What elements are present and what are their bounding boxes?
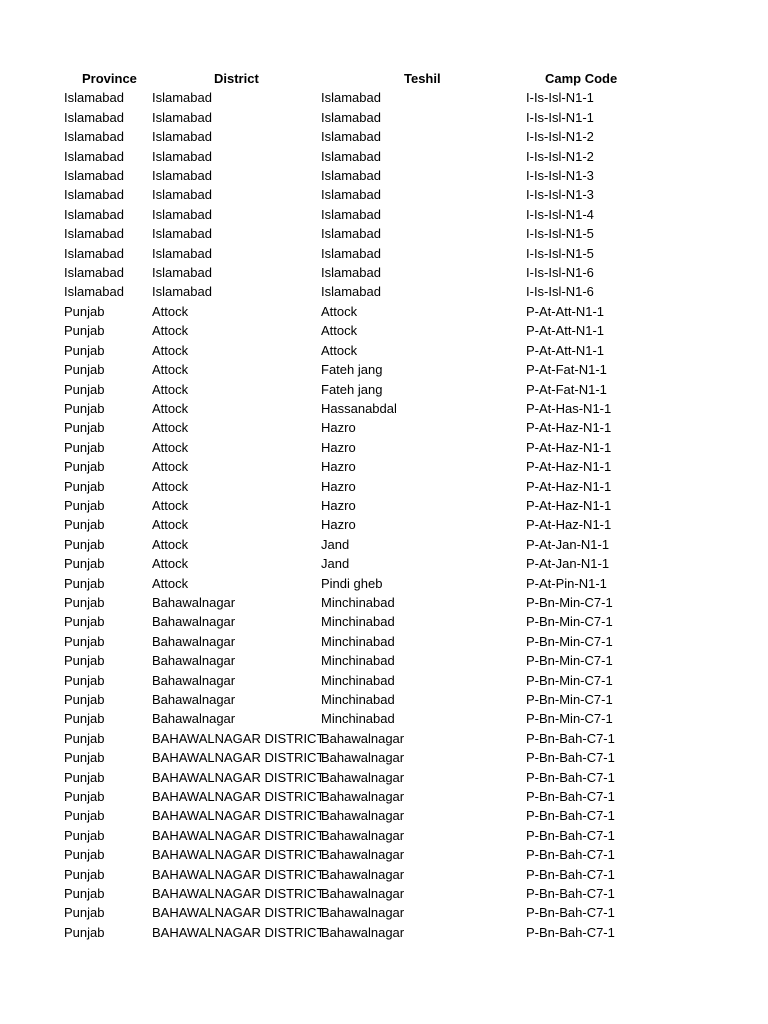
cell-teshil: Islamabad bbox=[321, 148, 381, 164]
cell-camp-code: I-Is-Isl-N1-2 bbox=[526, 129, 594, 145]
cell-camp-code: P-Bn-Min-C7-1 bbox=[526, 614, 613, 630]
table-row bbox=[0, 224, 768, 243]
header-teshil: Teshil bbox=[404, 71, 441, 86]
cell-district: BAHAWALNAGAR DISTRICT bbox=[152, 886, 325, 902]
cell-camp-code: P-At-Pin-N1-1 bbox=[526, 575, 607, 591]
cell-teshil: Minchinabad bbox=[321, 692, 395, 707]
cell-province: Punjab bbox=[64, 381, 105, 397]
table-row bbox=[0, 690, 768, 709]
cell-province: Punjab bbox=[64, 827, 105, 843]
cell-province: Punjab bbox=[64, 692, 105, 707]
cell-province: Punjab bbox=[64, 439, 105, 455]
cell-camp-code: P-At-Att-N1-1 bbox=[526, 303, 605, 319]
cell-district: BAHAWALNAGAR DISTRICT bbox=[152, 750, 325, 766]
cell-province: Punjab bbox=[64, 594, 105, 610]
cell-teshil: Bahawalnagar bbox=[321, 730, 405, 746]
cell-camp-code: P-At-Jan-N1-1 bbox=[526, 536, 610, 552]
cell-camp-code: I-Is-Isl-N1-5 bbox=[526, 226, 594, 242]
cell-district: Attock bbox=[152, 342, 189, 358]
table-row bbox=[0, 418, 768, 437]
table-row bbox=[0, 244, 768, 263]
header-district: District bbox=[214, 71, 259, 86]
cell-province: Islamabad bbox=[64, 168, 124, 184]
cell-teshil: Bahawalnagar bbox=[321, 886, 405, 902]
table-row bbox=[0, 282, 768, 301]
cell-district: Attock bbox=[152, 459, 189, 475]
table-row bbox=[0, 845, 768, 864]
cell-teshil: Bahawalnagar bbox=[321, 847, 405, 863]
cell-teshil: Hassanabdal bbox=[321, 400, 397, 416]
table-row bbox=[0, 768, 768, 787]
cell-district: Bahawalnagar bbox=[152, 711, 236, 727]
cell-province: Punjab bbox=[64, 614, 105, 630]
cell-province: Punjab bbox=[64, 362, 105, 378]
cell-district: Bahawalnagar bbox=[152, 692, 236, 707]
cell-camp-code: P-At-Haz-N1-1 bbox=[526, 517, 612, 533]
cell-district: Attock bbox=[152, 303, 189, 319]
cell-district: Attock bbox=[152, 323, 189, 339]
cell-teshil: Bahawalnagar bbox=[321, 750, 405, 766]
cell-teshil: Attock bbox=[321, 342, 358, 358]
cell-district: Bahawalnagar bbox=[152, 653, 236, 669]
cell-province: Punjab bbox=[64, 711, 105, 727]
cell-province: Punjab bbox=[64, 400, 105, 416]
cell-camp-code: P-Bn-Bah-C7-1 bbox=[526, 924, 615, 940]
cell-province: Punjab bbox=[64, 866, 105, 882]
table-row bbox=[0, 380, 768, 399]
cell-teshil: Hazro bbox=[321, 478, 356, 494]
cell-teshil: Bahawalnagar bbox=[321, 769, 405, 785]
cell-teshil: Hazro bbox=[321, 517, 356, 533]
cell-province: Punjab bbox=[64, 517, 105, 533]
cell-province: Punjab bbox=[64, 633, 105, 649]
cell-teshil: Islamabad bbox=[321, 265, 381, 281]
cell-teshil: Jand bbox=[321, 536, 350, 552]
cell-province: Punjab bbox=[64, 536, 105, 552]
cell-camp-code: P-Bn-Bah-C7-1 bbox=[526, 886, 615, 902]
cell-camp-code: P-Bn-Min-C7-1 bbox=[526, 594, 613, 610]
cell-province: Punjab bbox=[64, 808, 105, 824]
cell-district: Attock bbox=[152, 556, 189, 572]
cell-camp-code: P-Bn-Min-C7-1 bbox=[526, 672, 613, 688]
cell-province: Islamabad bbox=[64, 109, 124, 125]
cell-camp-code: P-Bn-Bah-C7-1 bbox=[526, 789, 615, 805]
table-row bbox=[0, 399, 768, 418]
cell-teshil: Islamabad bbox=[321, 206, 381, 222]
cell-province: Punjab bbox=[64, 556, 105, 572]
cell-camp-code: P-At-Haz-N1-1 bbox=[526, 478, 612, 494]
cell-teshil: Islamabad bbox=[321, 90, 381, 106]
cell-province: Punjab bbox=[64, 924, 105, 940]
cell-teshil: Hazro bbox=[321, 439, 356, 455]
cell-province: Islamabad bbox=[64, 265, 124, 281]
cell-camp-code: P-Bn-Bah-C7-1 bbox=[526, 866, 615, 882]
table-row bbox=[0, 263, 768, 282]
cell-province: Punjab bbox=[64, 672, 105, 688]
cell-camp-code: P-Bn-Bah-C7-1 bbox=[526, 750, 615, 766]
cell-camp-code: P-At-Fat-N1-1 bbox=[526, 381, 607, 397]
cell-camp-code: P-Bn-Min-C7-1 bbox=[526, 653, 613, 669]
cell-district: Islamabad bbox=[152, 90, 212, 106]
cell-district: Attock bbox=[152, 362, 189, 378]
table-row bbox=[0, 185, 768, 204]
data-table bbox=[0, 69, 768, 942]
cell-province: Punjab bbox=[64, 905, 105, 921]
cell-camp-code: P-At-Haz-N1-1 bbox=[526, 420, 612, 436]
cell-teshil: Minchinabad bbox=[321, 594, 395, 610]
cell-teshil: Hazro bbox=[321, 420, 356, 436]
cell-province: Punjab bbox=[64, 769, 105, 785]
cell-district: Islamabad bbox=[152, 187, 212, 203]
cell-teshil: Islamabad bbox=[321, 245, 381, 261]
cell-province: Punjab bbox=[64, 459, 105, 475]
cell-province: Punjab bbox=[64, 847, 105, 863]
cell-district: BAHAWALNAGAR DISTRICT bbox=[152, 924, 325, 940]
table-row bbox=[0, 496, 768, 515]
cell-teshil: Minchinabad bbox=[321, 633, 395, 649]
cell-teshil: Minchinabad bbox=[321, 711, 395, 727]
table-row bbox=[0, 806, 768, 825]
cell-camp-code: I-Is-Isl-N1-3 bbox=[526, 168, 594, 184]
cell-province: Punjab bbox=[64, 575, 105, 591]
cell-province: Islamabad bbox=[64, 90, 124, 106]
table-row bbox=[0, 574, 768, 593]
cell-district: Attock bbox=[152, 517, 189, 533]
table-row bbox=[0, 127, 768, 146]
cell-camp-code: I-Is-Isl-N1-3 bbox=[526, 187, 594, 203]
table-row bbox=[0, 554, 768, 573]
cell-camp-code: P-Bn-Min-C7-1 bbox=[526, 633, 613, 649]
cell-camp-code: P-At-Jan-N1-1 bbox=[526, 556, 610, 572]
table-row bbox=[0, 826, 768, 845]
cell-district: Islamabad bbox=[152, 148, 212, 164]
cell-province: Islamabad bbox=[64, 187, 124, 203]
cell-district: Islamabad bbox=[152, 226, 212, 242]
header-province: Province bbox=[82, 71, 137, 86]
cell-teshil: Minchinabad bbox=[321, 614, 395, 630]
cell-district: BAHAWALNAGAR DISTRICT bbox=[152, 730, 325, 746]
table-row bbox=[0, 593, 768, 612]
cell-province: Islamabad bbox=[64, 245, 124, 261]
cell-teshil: Bahawalnagar bbox=[321, 789, 405, 805]
cell-province: Punjab bbox=[64, 750, 105, 766]
cell-province: Punjab bbox=[64, 789, 105, 805]
table-row bbox=[0, 903, 768, 922]
table-row bbox=[0, 535, 768, 554]
cell-district: Islamabad bbox=[152, 109, 212, 125]
cell-camp-code: P-At-Haz-N1-1 bbox=[526, 497, 612, 513]
cell-teshil: Fateh jang bbox=[321, 362, 383, 378]
cell-camp-code: I-Is-Isl-N1-1 bbox=[526, 109, 594, 125]
cell-camp-code: P-Bn-Bah-C7-1 bbox=[526, 827, 615, 843]
cell-district: Islamabad bbox=[152, 284, 212, 300]
cell-district: Attock bbox=[152, 575, 189, 591]
cell-district: Islamabad bbox=[152, 245, 212, 261]
cell-teshil: Minchinabad bbox=[321, 653, 395, 669]
cell-district: Attock bbox=[152, 381, 189, 397]
table-row bbox=[0, 709, 768, 728]
cell-teshil: Bahawalnagar bbox=[321, 827, 405, 843]
cell-camp-code: P-At-Haz-N1-1 bbox=[526, 439, 612, 455]
table-row bbox=[0, 923, 768, 942]
cell-teshil: Islamabad bbox=[321, 284, 381, 300]
table-row bbox=[0, 748, 768, 767]
table-row bbox=[0, 671, 768, 690]
table-row bbox=[0, 302, 768, 321]
cell-district: Bahawalnagar bbox=[152, 633, 236, 649]
table-row bbox=[0, 884, 768, 903]
table-row bbox=[0, 360, 768, 379]
cell-district: Attock bbox=[152, 497, 189, 513]
table-row bbox=[0, 729, 768, 748]
cell-teshil: Islamabad bbox=[321, 187, 381, 203]
cell-province: Punjab bbox=[64, 478, 105, 494]
cell-teshil: Bahawalnagar bbox=[321, 924, 405, 940]
cell-province: Punjab bbox=[64, 303, 105, 319]
cell-district: Islamabad bbox=[152, 129, 212, 145]
table-row bbox=[0, 321, 768, 340]
cell-camp-code: P-At-Att-N1-1 bbox=[526, 342, 605, 358]
cell-province: Punjab bbox=[64, 420, 105, 436]
cell-district: Islamabad bbox=[152, 265, 212, 281]
cell-teshil: Islamabad bbox=[321, 226, 381, 242]
cell-teshil: Minchinabad bbox=[321, 672, 395, 688]
cell-camp-code: P-Bn-Bah-C7-1 bbox=[526, 808, 615, 824]
cell-camp-code: I-Is-Isl-N1-6 bbox=[526, 265, 594, 281]
table-row bbox=[0, 457, 768, 476]
cell-camp-code: P-Bn-Bah-C7-1 bbox=[526, 905, 615, 921]
cell-district: BAHAWALNAGAR DISTRICT bbox=[152, 905, 325, 921]
cell-teshil: Attock bbox=[321, 323, 358, 339]
cell-camp-code: P-Bn-Bah-C7-1 bbox=[526, 847, 615, 863]
cell-district: Attock bbox=[152, 536, 189, 552]
cell-province: Punjab bbox=[64, 497, 105, 513]
cell-camp-code: P-Bn-Min-C7-1 bbox=[526, 692, 613, 707]
cell-teshil: Bahawalnagar bbox=[321, 905, 405, 921]
cell-district: BAHAWALNAGAR DISTRICT bbox=[152, 847, 325, 863]
cell-teshil: Islamabad bbox=[321, 129, 381, 145]
cell-province: Punjab bbox=[64, 653, 105, 669]
cell-teshil: Bahawalnagar bbox=[321, 866, 405, 882]
table-row bbox=[0, 147, 768, 166]
cell-teshil: Bahawalnagar bbox=[321, 808, 405, 824]
cell-teshil: Attock bbox=[321, 303, 358, 319]
cell-camp-code: P-At-Att-N1-1 bbox=[526, 323, 605, 339]
cell-teshil: Jand bbox=[321, 556, 350, 572]
table-row bbox=[0, 477, 768, 496]
table-row bbox=[0, 88, 768, 107]
table-row bbox=[0, 632, 768, 651]
table-row bbox=[0, 205, 768, 224]
cell-camp-code: I-Is-Isl-N1-6 bbox=[526, 284, 594, 300]
cell-teshil: Pindi gheb bbox=[321, 575, 383, 591]
cell-district: BAHAWALNAGAR DISTRICT bbox=[152, 866, 325, 882]
cell-province: Punjab bbox=[64, 342, 105, 358]
cell-teshil: Fateh jang bbox=[321, 381, 383, 397]
cell-district: Attock bbox=[152, 439, 189, 455]
table-header-row bbox=[0, 69, 768, 88]
cell-district: Bahawalnagar bbox=[152, 672, 236, 688]
cell-province: Islamabad bbox=[64, 129, 124, 145]
cell-district: Bahawalnagar bbox=[152, 614, 236, 630]
cell-province: Islamabad bbox=[64, 284, 124, 300]
cell-teshil: Hazro bbox=[321, 459, 356, 475]
cell-camp-code: I-Is-Isl-N1-4 bbox=[526, 206, 594, 222]
table-row bbox=[0, 651, 768, 670]
table-row bbox=[0, 108, 768, 127]
cell-province: Punjab bbox=[64, 323, 105, 339]
cell-camp-code: I-Is-Isl-N1-5 bbox=[526, 245, 594, 261]
table-row bbox=[0, 438, 768, 457]
cell-province: Islamabad bbox=[64, 206, 124, 222]
header-camp-code: Camp Code bbox=[545, 71, 618, 86]
cell-camp-code: P-Bn-Bah-C7-1 bbox=[526, 730, 615, 746]
cell-district: Islamabad bbox=[152, 206, 212, 222]
cell-district: Islamabad bbox=[152, 168, 212, 184]
cell-district: BAHAWALNAGAR DISTRICT bbox=[152, 808, 325, 824]
cell-camp-code: P-Bn-Bah-C7-1 bbox=[526, 769, 615, 785]
cell-district: Attock bbox=[152, 420, 189, 436]
cell-camp-code: P-At-Haz-N1-1 bbox=[526, 459, 612, 475]
cell-district: BAHAWALNAGAR DISTRICT bbox=[152, 827, 325, 843]
table-body bbox=[0, 88, 768, 942]
cell-camp-code: P-At-Has-N1-1 bbox=[526, 400, 612, 416]
table-row bbox=[0, 787, 768, 806]
cell-teshil: Islamabad bbox=[321, 168, 381, 184]
table-row bbox=[0, 341, 768, 360]
table-row bbox=[0, 612, 768, 631]
cell-province: Punjab bbox=[64, 886, 105, 902]
cell-district: Bahawalnagar bbox=[152, 594, 236, 610]
cell-province: Islamabad bbox=[64, 226, 124, 242]
cell-camp-code: P-Bn-Min-C7-1 bbox=[526, 711, 613, 727]
table-row bbox=[0, 166, 768, 185]
cell-district: Attock bbox=[152, 478, 189, 494]
cell-camp-code: I-Is-Isl-N1-1 bbox=[526, 90, 594, 106]
cell-district: BAHAWALNAGAR DISTRICT bbox=[152, 789, 325, 805]
table-row bbox=[0, 515, 768, 534]
cell-camp-code: I-Is-Isl-N1-2 bbox=[526, 148, 594, 164]
cell-district: BAHAWALNAGAR DISTRICT bbox=[152, 769, 325, 785]
cell-province: Punjab bbox=[64, 730, 105, 746]
cell-camp-code: P-At-Fat-N1-1 bbox=[526, 362, 607, 378]
cell-teshil: Hazro bbox=[321, 497, 356, 513]
table-row bbox=[0, 865, 768, 884]
cell-province: Islamabad bbox=[64, 148, 124, 164]
cell-district: Attock bbox=[152, 400, 189, 416]
cell-teshil: Islamabad bbox=[321, 109, 381, 125]
